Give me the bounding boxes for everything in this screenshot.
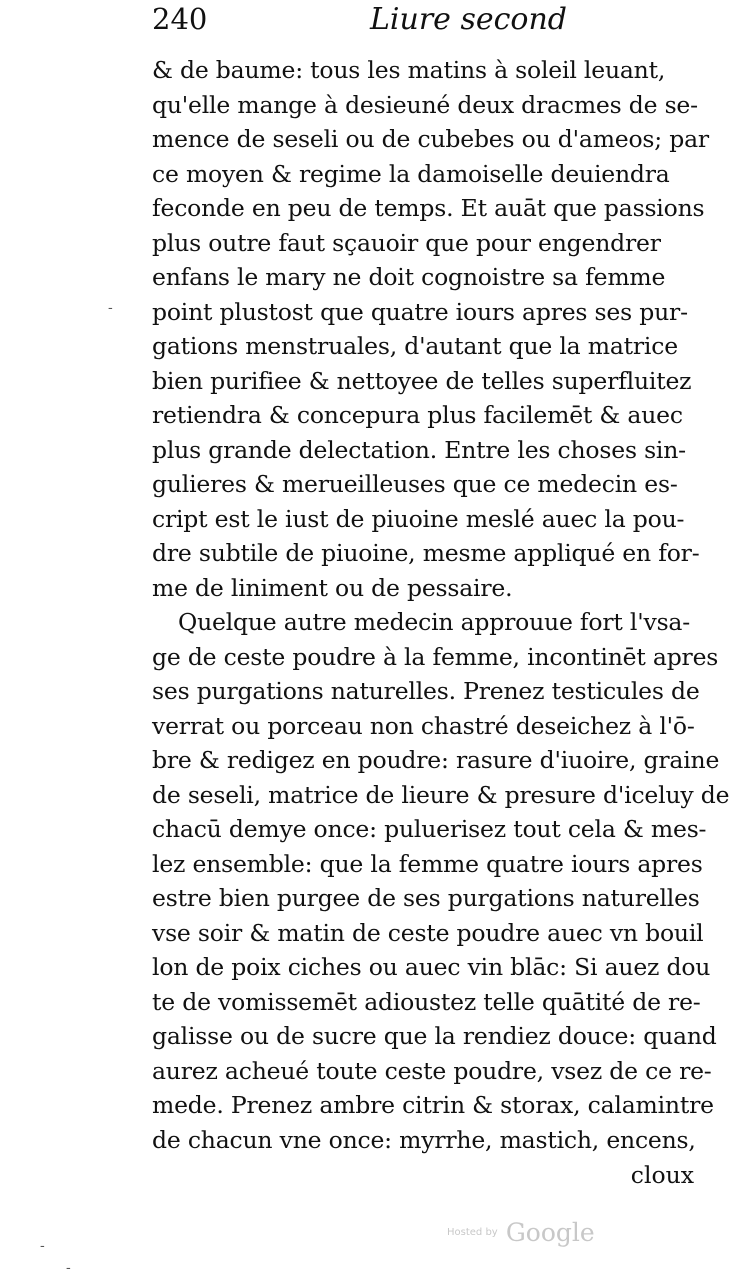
text-line: & de baume: tous les matins à soleil leuant, — [152, 56, 666, 84]
watermark-brand: Google — [505, 1218, 595, 1247]
text-line: feconde en peu de temps. Et auāt que passions — [152, 194, 705, 222]
text-line: bre & redigez en poudre: rasure d'iuoire, graine — [152, 746, 720, 774]
watermark-prefix: Hosted by — [447, 1227, 498, 1238]
text-line: de seseli, matrice de lieure & presure d'iceluy de — [152, 780, 730, 809]
text-line: ses purgations naturelles. Prenez testicules de — [152, 677, 700, 705]
text-line: bien purifiee & nettoyee de telles superfluitez — [152, 366, 692, 395]
text-line: ce moyen & regime la damoiselle deuiendra — [152, 159, 670, 188]
text-line: de chacun vne once: myrrhe, mastich, encens, — [152, 1125, 696, 1154]
text-line: aurez acheué toute ceste poudre, vsez de ce re- — [152, 1056, 712, 1085]
running-head — [152, 2, 712, 38]
paragraph-2 — [152, 605, 730, 1157]
text-line: plus outre faut sçauoir que pour engendrer — [152, 228, 661, 257]
text-line: Quelque autre medecin approuue fort l'vsa- — [178, 608, 690, 636]
text-line: me de liniment ou de pessaire. — [152, 573, 513, 602]
text-line: enfans le mary ne doit cognoistre sa femme — [152, 263, 666, 291]
text-line: mence de seseli ou de cubebes ou d'ameos; par — [152, 125, 709, 153]
page-number: 240 — [152, 2, 208, 36]
text-line: ge de ceste poudre à la femme, incontinēt apres — [152, 642, 719, 671]
catchword: cloux — [630, 1161, 694, 1189]
running-title: Liure second — [370, 2, 568, 37]
text-line: verrat ou porceau non chastré deseichez à l'ō- — [152, 711, 695, 740]
paragraph-1 — [152, 53, 708, 605]
text-line: dre subtile de piuoine, mesme appliqué en for- — [152, 539, 700, 567]
text-line: estre bien purgee de ses purgations naturelles — [152, 884, 700, 912]
text-line: lez ensemble: que la femme quatre iours apres — [152, 849, 703, 878]
scan-mark: - — [108, 300, 113, 316]
text-line: gulieres & merueilleuses que ce medecin es- — [152, 470, 678, 498]
text-line: vse soir & matin de ceste poudre auec vn bouil — [152, 918, 704, 947]
text-line: point plustost que quatre iours apres ses pur- — [152, 297, 688, 326]
hosted-by-watermark — [447, 1218, 595, 1247]
scan-mark: - — [66, 1260, 71, 1276]
text-line: retiendra & concepura plus facilemēt & auec — [152, 401, 683, 429]
text-line: lon de poix ciches ou auec vin blāc: Si auez dou — [152, 953, 711, 981]
text-line: plus grande delectation. Entre les choses sin- — [152, 435, 686, 464]
text-line: cript est le iust de piuoine meslé auec la pou- — [152, 504, 685, 533]
body-text — [152, 53, 730, 1157]
text-line: chacū demye once: puluerisez tout cela & mes- — [152, 815, 707, 843]
text-line: gations menstruales, d'autant que la matrice — [152, 332, 678, 360]
text-line: mede. Prenez ambre citrin & storax, calamintre — [152, 1091, 714, 1119]
text-line: galisse ou de sucre que la rendiez douce: quand — [152, 1022, 717, 1050]
text-line: qu'elle mange à desieuné deux dracmes de se- — [152, 90, 698, 119]
scan-mark: - — [40, 1238, 45, 1254]
text-line: te de vomissemēt adioustez telle quātité de re- — [152, 987, 701, 1016]
